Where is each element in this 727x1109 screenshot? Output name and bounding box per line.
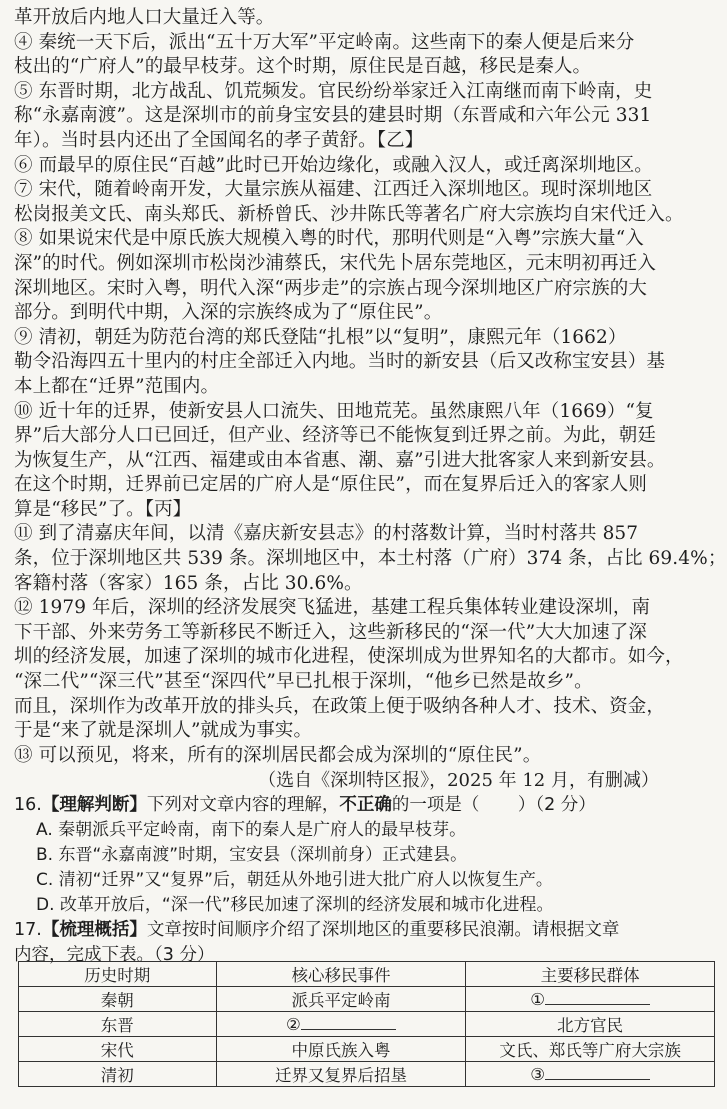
article-line: 在这个时期，迁界前已定居的广府人是“原住民”，而在复界后迁入的客家人则 [14,474,647,496]
article-line: 部分。到明代中期，入深的宗族终成为了“原住民”。 [14,302,443,324]
article-line: ⑬ 可以预见，将来，所有的深圳居民都会成为深圳的“原住民”。 [14,744,542,766]
article [14,6,727,968]
q16-option-c: C. 清初“迁界”又“复界”后，朝廷从外地引进大批广府人以恢复生产。 [36,870,553,891]
article-line: ⑥ 而最早的原住民“百越”此时已开始边缘化，或融入汉人，或迁离深圳地区。 [14,154,653,176]
article-line: 为恢复生产，从“江西、福建或由本省惠、潮、嘉”引进大批客家人来到新安县。 [14,449,666,471]
q16-stem-a: 下列对文章内容的理解， [146,795,340,816]
question-16-stem [14,793,719,818]
answer-line-3[interactable] [545,1065,650,1080]
question-17-stem [14,918,719,943]
cell-period: 清初 [19,1062,217,1087]
article-line: ⑤ 东晋时期，北方战乱、饥荒频发。官民纷纷举家迁入江南继而南下岭南，史 [14,80,653,102]
article-line: 条，位于深圳地区共 539 条。深圳地区中，本土村落（广府）374 条，占比 69.4%； [14,548,727,570]
header-group: 主要移民群体 [466,962,715,987]
article-line: ⑩ 近十年的迁界，使新安县人口流失、田地荒芜。虽然康熙八年（1669）“复 [14,400,654,422]
table-row [19,1012,715,1037]
article-line: 年）。当时县内还出了全国闻名的孝子黄舒。【乙】 [14,129,424,151]
article-line: 界”后大部分人口已回迁，但产业、经济等已不能恢复到迁界之前。为此，朝廷 [14,425,656,447]
article-line: ⑧ 如果说宋代是中原氏族大规模入粤的时代，那明代则是“入粤”宗族大量“入 [14,228,644,250]
answer-line-1[interactable] [545,990,650,1005]
article-line: 深圳地区。宋时入粤，明代入深“两步走”的宗族占现今深圳地区广府宗族的大 [14,277,647,299]
header-period: 历史时期 [19,962,217,987]
article-line: ④ 秦统一天下后，派出“五十万大军”平定岭南。这些南下的秦人便是后来分 [14,31,635,53]
blank-label-2: ② [286,1014,301,1034]
cell-period: 东晋 [19,1012,217,1037]
article-line: 称“永嘉南渡”。这是深圳市的前身宝安县的建县时期（东晋咸和六年公元 331 [14,105,652,127]
q16-tag: 【理解判断】 [41,795,147,816]
q16-stem-c: ）（2 分） [517,795,596,816]
question-17-stem-line2: 内容，完成下表。（3 分） [14,945,215,966]
article-body [14,6,727,768]
article-line: ⑨ 清初，朝廷为防范台湾的郑氏登陆“扎根”以“复明”，康熙元年（1662） [14,326,627,348]
cell-period: 秦朝 [19,987,217,1012]
article-line: 算是“移民”了。【丙】 [14,498,192,520]
answer-line-2[interactable] [301,1015,396,1030]
cell-period: 宋代 [19,1037,217,1062]
blank-label-1: ① [530,989,546,1009]
header-event: 核心移民事件 [216,962,466,987]
article-line: 革开放后内地人口大量迁入等。 [14,7,275,28]
q17-tag: 【梳理概括】 [41,920,147,941]
cell-group-blank-1[interactable] [466,987,715,1012]
q16-stem-bold: 不正确 [339,795,392,816]
table-row [19,1037,715,1062]
article-line: ⑦ 宋代，随着岭南开发，大量宗族从福建、江西迁入深圳地区。现时深圳地区 [14,179,653,201]
cell-event-blank-2[interactable] [216,1012,466,1037]
article-source: （选自《深圳特区报》，2025 年 12 月，有删减） [258,770,659,792]
article-line: 于是“来了就是深圳人”就成为事实。 [14,720,313,742]
article-line: 下干部、外来劳务工等新移民不断迁入，这些新移民的“深一代”大大加速了深 [14,621,647,643]
table-header-row [19,962,715,987]
q16-option-d: D. 改革开放后，“深一代”移民加速了深圳的经济发展和城市化进程。 [36,895,554,916]
cell-event: 中原氏族入粤 [216,1037,466,1062]
article-line: 枝出的“广府人”的最早枝芽。这个时期，原住民是百越，移民是秦人。 [14,56,592,78]
article-line: 客籍村落（客家）165 条，占比 30.6%。 [14,572,363,594]
article-line: 而且，深圳作为改革开放的排头兵，在政策上便于吸纳各种人才、技术、资金， [14,695,666,717]
article-line: 圳的经济发展，加速了深圳的城市化进程，使深圳成为世界知名的大都市。如今， [14,646,684,668]
article-line: 勒令沿海四五十里内的村庄全部迁入内地。当时的新安县（后又改称宝安县）基 [14,351,666,373]
cell-event: 派兵平定岭南 [216,987,466,1012]
table-row [19,1062,715,1087]
article-line: ⑫ 1979 年后，深圳的经济发展突飞猛进，基建工程兵集体转业建设深圳，南 [14,597,651,619]
article-line: “深二代”“深三代”甚至“深四代”早已扎根于深圳，“他乡已然是故乡”。 [14,671,593,693]
cell-group: 文氏、郑氏等广府大宗族 [466,1037,715,1062]
article-line: 深”的时代。例如深圳市松岗沙浦蔡氏，宋代先卜居东莞地区，元末明初再迁入 [14,252,656,274]
cell-group-blank-3[interactable] [466,1062,715,1087]
blank-label-3: ③ [530,1064,546,1084]
article-line: 松岗报美文氏、南头郑氏、新桥曾氏、沙井陈氏等著名广府大宗族均自宋代迁入。 [14,203,684,225]
q17-stem-line1: 文章按时间顺序介绍了深圳地区的重要移民浪潮。请根据文章 [146,920,620,941]
article-line: ⑪ 到了清嘉庆年间，以清《嘉庆新安县志》的村落数计算，当时村落共 857 [14,523,639,545]
cell-event: 迁界又复界后招垦 [216,1062,466,1087]
table-row [19,987,715,1012]
q16-option-a: A. 秦朝派兵平定岭南，南下的秦人是广府人的最早枝芽。 [36,820,467,841]
q16-option-b: B. 东晋“永嘉南渡”时期，宝安县（深圳前身）正式建县。 [36,845,468,866]
q17-number: 17. [14,920,42,941]
migration-table [18,961,715,1087]
q16-stem-b: 的一项是（ [391,795,480,816]
cell-group: 北方官民 [466,1012,715,1037]
article-line: 本上都在“迁界”范围内。 [14,375,220,397]
q16-number: 16. [14,795,42,816]
